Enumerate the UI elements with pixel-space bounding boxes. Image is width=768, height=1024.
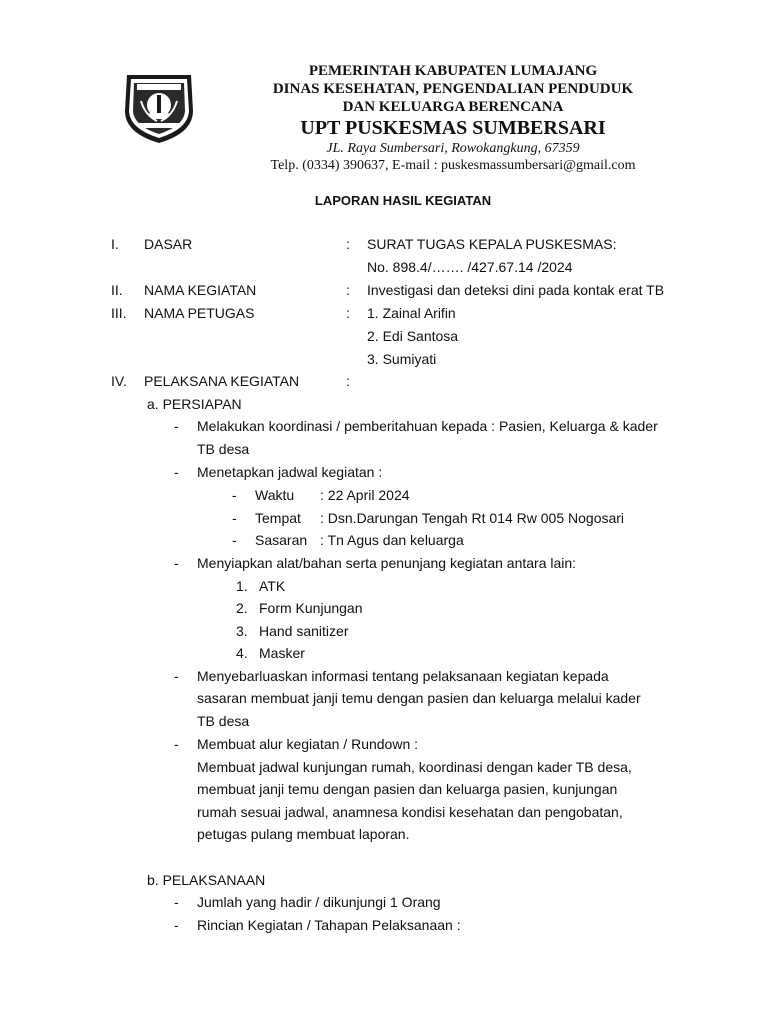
- pelaksanaan-item-rincian: Rincian Kegiatan / Tahapan Pelaksanaan :: [197, 917, 461, 933]
- alat-number: 2.: [236, 600, 248, 616]
- petugas-item: 1. Zainal Arifin: [367, 305, 456, 321]
- jadwal-label-sasaran: Sasaran: [255, 532, 308, 548]
- alat-number: 3.: [236, 623, 248, 639]
- lumajang-regency-logo-icon: [121, 71, 197, 145]
- letterhead: [200, 62, 706, 174]
- letterhead-line-government: PEMERINTAH KABUPATEN LUMAJANG: [308, 63, 598, 79]
- section-colon: :: [346, 236, 350, 252]
- rundown-description: Membuat jadwal kunjungan rumah, koordinasi dengan kader TB desa,: [197, 759, 632, 775]
- jadwal-label-waktu: Waktu: [255, 487, 295, 503]
- section-label-nama-kegiatan: NAMA KEGIATAN: [144, 282, 257, 298]
- dash-bullet: -: [174, 917, 179, 933]
- petugas-item: 2. Edi Santosa: [367, 328, 459, 344]
- dash-bullet: -: [232, 532, 237, 548]
- section-colon: :: [346, 373, 350, 389]
- letterhead-institution-name: UPT PUSKESMAS SUMBERSARI: [300, 117, 606, 139]
- section-label-dasar: DASAR: [144, 236, 193, 252]
- persiapan-item-sosialisasi-cont: TB desa: [197, 713, 250, 729]
- section-number: II.: [111, 282, 123, 298]
- rundown-description: rumah sesuai jadwal, anamnesa kondisi kesehatan dan pengobatan,: [197, 804, 623, 820]
- subsection-heading-persiapan: a. PERSIAPAN: [147, 396, 242, 412]
- jadwal-value-tempat: : Dsn.Darungan Tengah Rt 014 Rw 005 Nogosari: [320, 510, 625, 526]
- persiapan-item-koordinasi: Melakukan koordinasi / pemberitahuan kepada : Pasien, Keluarga & kader: [197, 418, 658, 434]
- nama-kegiatan-value: Investigasi dan deteksi dini pada kontak erat TB: [367, 282, 665, 298]
- persiapan-item-alat: Menyiapkan alat/bahan serta penunjang kegiatan antara lain:: [197, 555, 577, 571]
- persiapan-item-koordinasi-cont: TB desa: [197, 441, 250, 457]
- rundown-description: membuat janji temu dengan pasien dan keluarga pasien, kunjungan: [197, 781, 618, 797]
- alat-item: Masker: [259, 645, 305, 661]
- section-number: I.: [111, 236, 119, 252]
- subsection-heading-pelaksanaan: b. PELAKSANAAN: [147, 872, 266, 888]
- persiapan-item-sosialisasi-cont: sasaran membuat janji temu dengan pasien dan keluarga melalui kader: [197, 690, 641, 706]
- petugas-item: 3. Sumiyati: [367, 351, 437, 367]
- alat-item: Form Kunjungan: [259, 600, 363, 616]
- persiapan-item-rundown: Membuat alur kegiatan / Rundown :: [197, 736, 419, 752]
- alat-item: Hand sanitizer: [259, 623, 349, 639]
- section-colon: :: [346, 305, 350, 321]
- section-number: IV.: [111, 373, 127, 389]
- section-number: III.: [111, 305, 127, 321]
- jadwal-label-tempat: Tempat: [255, 510, 301, 526]
- jadwal-value-sasaran: : Tn Agus dan keluarga: [320, 532, 464, 548]
- dash-bullet: -: [174, 555, 179, 571]
- dash-bullet: -: [174, 668, 179, 684]
- persiapan-item-jadwal: Menetapkan jadwal kegiatan :: [197, 464, 383, 480]
- dash-bullet: -: [174, 418, 179, 434]
- letterhead-line-department: DINAS KESEHATAN, PENGENDALIAN PENDUDUK: [272, 81, 634, 97]
- pelaksanaan-item-jumlah: Jumlah yang hadir / dikunjungi 1 Orang: [197, 894, 441, 910]
- rundown-description: petugas pulang membuat laporan.: [197, 826, 410, 842]
- jadwal-value-waktu: : 22 April 2024: [320, 487, 410, 503]
- dasar-value-line2: No. 898.4/……. /427.67.14 /2024: [367, 259, 573, 275]
- dash-bullet: -: [232, 487, 237, 503]
- dash-bullet: -: [174, 894, 179, 910]
- section-label-pelaksana: PELAKSANA KEGIATAN: [144, 373, 300, 389]
- dash-bullet: -: [232, 510, 237, 526]
- letterhead-line-department-cont: DAN KELUARGA BERENCANA: [342, 99, 564, 115]
- letterhead-address: JL. Raya Sumbersari, Rowokangkung, 67359: [326, 141, 580, 156]
- section-label-nama-petugas: NAMA PETUGAS: [144, 305, 255, 321]
- persiapan-item-sosialisasi: Menyebarluaskan informasi tentang pelaksanaan kegiatan kepada: [197, 668, 609, 684]
- section-colon: :: [346, 282, 350, 298]
- dasar-value-line1: SURAT TUGAS KEPALA PUSKESMAS:: [367, 236, 617, 252]
- alat-number: 1.: [236, 578, 248, 594]
- letterhead-contact: Telp. (0334) 390637, E-mail : puskesmassumbersari@gmail.com: [270, 158, 636, 173]
- alat-number: 4.: [236, 645, 248, 661]
- dash-bullet: -: [174, 464, 179, 480]
- dash-bullet: -: [174, 736, 179, 752]
- document-title: LAPORAN HASIL KEGIATAN: [314, 193, 492, 208]
- alat-item: ATK: [259, 578, 286, 594]
